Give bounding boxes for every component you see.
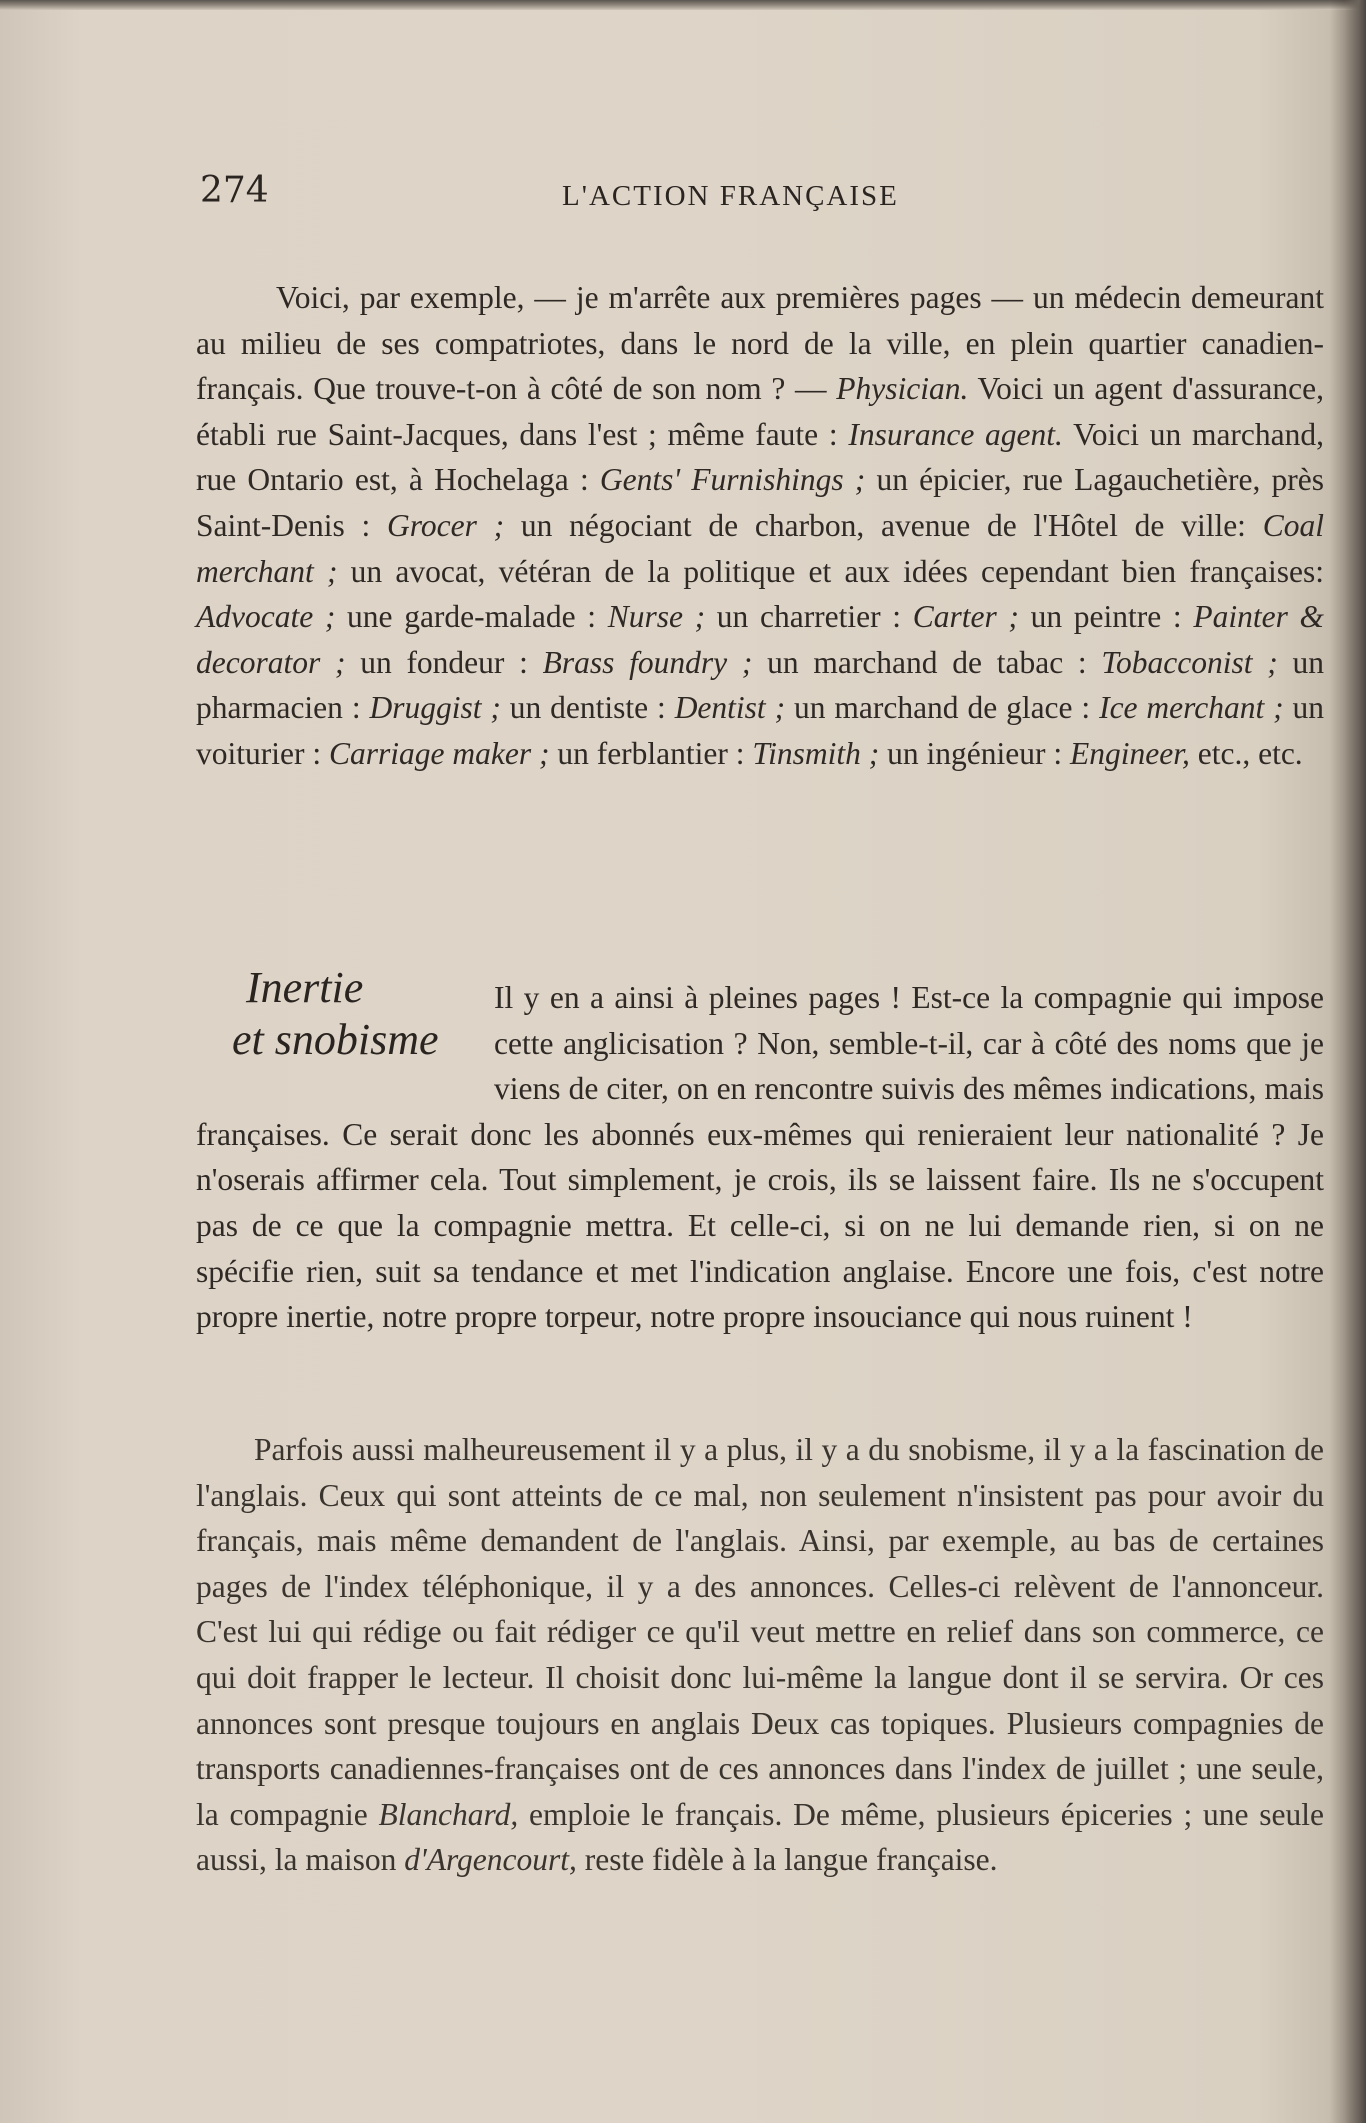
side-heading-line-1: Inertie [246, 963, 364, 1012]
page-header [200, 170, 1330, 230]
paragraph-1 [196, 275, 1324, 777]
text-run: un marchand de tabac : [752, 644, 1102, 680]
paragraph-3-text [196, 1427, 1324, 1883]
text-run: un ingénieur : [879, 735, 1071, 771]
english-term: Insurance agent. [848, 416, 1063, 452]
english-term: Carriage maker ; [328, 735, 550, 771]
text-run: un avocat, vétéran de la politique et aux idées cependant bien françaises: [337, 553, 1324, 589]
english-term: Nurse ; [607, 599, 706, 635]
page-top-edge [0, 0, 1366, 10]
side-heading-space [196, 975, 494, 1110]
text-run: un charretier : [705, 599, 913, 635]
english-term: Advocate ; [196, 599, 336, 635]
english-term: Grocer ; [387, 507, 505, 543]
english-term: Tinsmith ; [752, 735, 880, 771]
text-run: un fondeur : [345, 644, 543, 680]
text-run: un voiturier : [196, 690, 1325, 771]
running-head: L'ACTION FRANÇAISE [562, 180, 899, 212]
english-term: Coal merchant ; [196, 507, 1324, 589]
english-term: Brass foundry ; [542, 644, 753, 680]
text-run: etc., etc. [1189, 735, 1303, 771]
page-number: 274 [200, 170, 269, 211]
text-run: un dentiste : [500, 690, 675, 726]
english-term: Druggist ; [369, 690, 501, 726]
english-term: Carter ; [912, 599, 1019, 635]
english-term: Ice merchant ; [1099, 690, 1284, 726]
text-run: Voici, par exemple, — je m'arrête aux premières pages — un médecin demeurant au milieu de ses compatriotes, dans le nord de la ville, en plein quartier canadien-français. Que trouve-t-on à côté de son nom ? — [196, 280, 1324, 407]
text-run: un marchand de glace : [785, 690, 1100, 726]
text-run: un pharmacien : [196, 644, 1325, 726]
english-term: Dentist ; [674, 690, 786, 726]
text-run: un épicier, rue Lagauchetière, près Saint-Denis : [196, 462, 1325, 543]
company-name: Blanchard, [378, 1796, 519, 1832]
text-run: Voici un marchand, rue Ontario est, à Hochelaga : [196, 416, 1325, 498]
paragraph-2 [196, 975, 1324, 1340]
english-term: Tobacconist ; [1101, 644, 1278, 680]
paragraph-3 [196, 1427, 1324, 1883]
english-term: Gents' Furnishings ; [599, 462, 866, 498]
english-term: Physician. [836, 371, 969, 407]
side-heading-line-2: et snobisme [232, 1015, 439, 1064]
english-term: Painter & decorator ; [196, 599, 1325, 680]
book-spine-shadow [1330, 0, 1366, 2123]
english-term: Engineer, [1070, 735, 1190, 771]
text-run: reste fidèle à la langue française. [576, 1842, 998, 1878]
text-run: Parfois aussi malheureusement il y a plus, il y a du snobisme, il y a la fascination de l'anglais. Ceux qui sont atteints de ce mal, non seulement n'insistent pas pour avoir du français, mais même demandent de l'anglais. Ainsi, par exemple, au bas de certaines pages de l'index téléphonique, il y a des annonces. Celles-ci relèvent de l'annonceur. C'est lui qui rédige ou fait rédiger ce qu'il veut mettre en relief dans son commerce, ce qui doit frapper le lecteur. Il choisit donc lui-même la langue dont il se servira. Or ces annonces sont presque toujours en anglais Deux cas topiques. Plusieurs compagnies de transports canadiennes-françaises ont de ces annonces dans l'index de juillet ; une seule, la compagnie [196, 1432, 1324, 1832]
text-run: emploie le français. De même, plusieurs épiceries ; une seule aussi, la maison [196, 1796, 1324, 1878]
text-run: une garde-malade : [335, 599, 608, 635]
company-name: d'Argencourt, [404, 1842, 577, 1878]
text-run: un négociant de charbon, avenue de l'Hôtel de ville: [504, 507, 1263, 543]
paragraph-1-text [196, 275, 1324, 777]
text-run: un ferblantier : [549, 735, 753, 771]
text-run: Voici un agent d'assurance, établi rue Saint-Jacques, dans l'est ; même faute : [196, 371, 1324, 452]
text-run: un peintre : [1018, 599, 1194, 635]
paragraph-2-text: Il y en a ainsi à pleines pages ! Est-ce la compagnie qui impose cette anglicisation ? Non, semble-t-il, car à côté des noms que je viens de citer, on en rencontre suivis des mêmes indications, mais françaises. Ce serait donc les abonnés eux-mêmes qui renieraient leur nationalité ? Je n'oserais affirmer cela. Tout simplement, je crois, ils se laissent faire. Ils ne s'occupent pas de ce que la compagnie mettra. Et celle-ci, si on ne lui demande rien, si on ne spécifie rien, suit sa tendance et met l'indication anglaise. Encore une fois, c'est notre propre inertie, notre propre torpeur, notre propre insouciance qui nous ruinent ! [196, 980, 1324, 1335]
